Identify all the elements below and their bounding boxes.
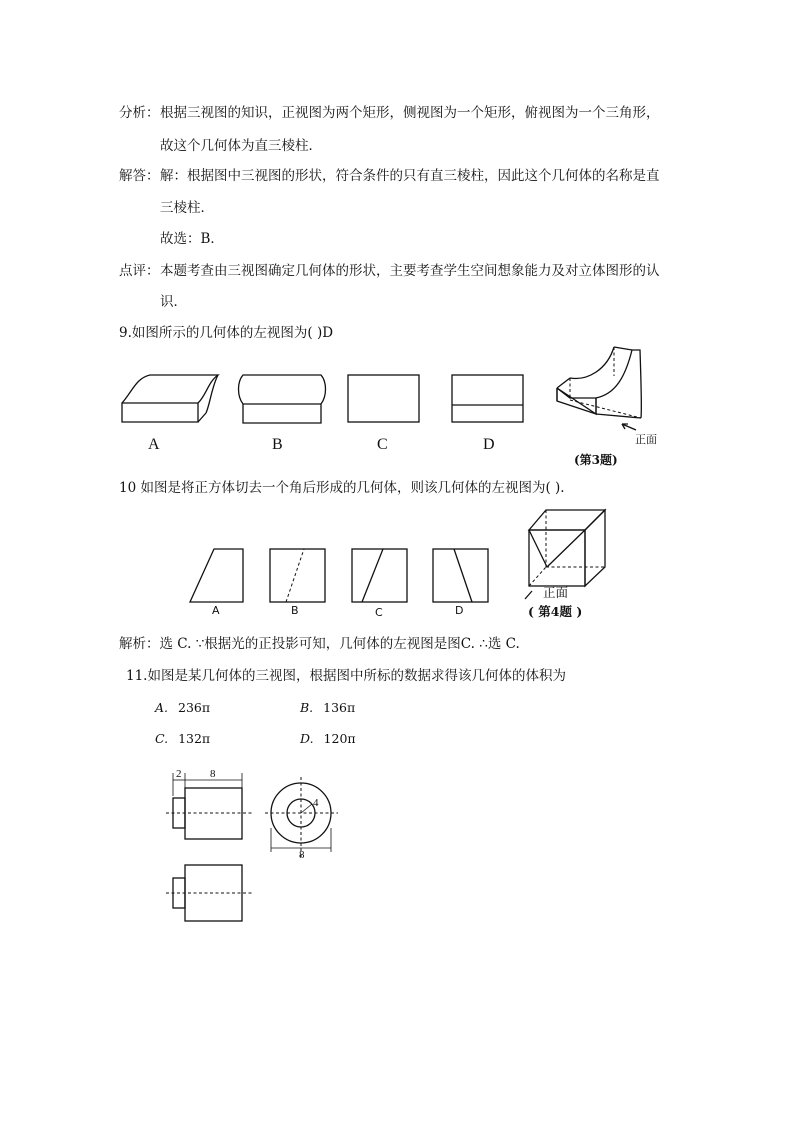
q10-option-d-figure	[433, 549, 488, 602]
q9-option-d-figure	[452, 375, 523, 422]
q11-option-b-value: 136π	[323, 700, 356, 715]
q11-option-d	[300, 730, 356, 748]
q11-dim-diameter: 8	[299, 849, 305, 861]
q10-option-a-label: A	[212, 604, 220, 617]
q11-option-a	[155, 699, 210, 717]
q9-front-label: 正面	[635, 433, 657, 446]
comment-line-2: 识．	[160, 294, 187, 310]
q11-option-b	[300, 699, 355, 717]
q11-option-b-letter: B.	[300, 700, 314, 715]
q11-option-d-value: 120π	[323, 731, 356, 746]
q11-option-a-letter: A.	[155, 700, 169, 715]
q11-option-c	[155, 730, 210, 748]
q10-option-c-label: C	[375, 606, 383, 619]
q11-three-views	[160, 768, 360, 928]
q11-top-view	[166, 865, 252, 921]
q11-option-d-letter: D.	[300, 731, 314, 746]
q11-dim-length: 8	[210, 768, 216, 780]
q10-option-c-figure	[352, 549, 407, 602]
answer-line-1: 解：根据图中三视图的形状，符合条件的只有直三棱柱，因此这个几何体的名称是直	[160, 168, 660, 184]
q10-front-arrow	[525, 591, 532, 599]
analysis-label: 分析：	[119, 105, 160, 121]
comment-label: 点评：	[119, 263, 160, 279]
answer-line-2: 三棱柱．	[160, 200, 214, 216]
q9-solid-figure	[557, 347, 641, 418]
q11-side-view	[265, 777, 338, 858]
q9-option-d-label: D	[483, 436, 495, 453]
answer-label: 解答：	[119, 168, 160, 184]
q11-front-view	[166, 773, 252, 839]
q9-figures	[110, 342, 790, 452]
q9-option-c-figure	[348, 375, 419, 422]
q11-option-a-value: 236π	[178, 700, 211, 715]
q10-text: 10 如图是将正方体切去一个角后形成的几何体，则该几何体的左视图为( ).	[119, 480, 565, 496]
answer-line-3: 故选：B．	[160, 231, 224, 247]
analysis-line-2: 故这个几何体为直三棱柱．	[160, 138, 322, 154]
q10-front-label: 正面	[543, 585, 569, 600]
q9-text: 9.如图所示的几何体的左视图为( )D	[119, 325, 334, 341]
comment-line-1: 本题考查由三视图确定几何体的形状，主要考查学生空间想象能力及对立体图形的认	[160, 263, 660, 279]
q11-option-c-letter: C.	[155, 731, 169, 746]
analysis-line-1: 根据三视图的知识，正视图为两个矩形，侧视图为一个矩形，俯视图为一个三角形，	[160, 105, 660, 121]
q11-text: 11.如图是某几何体的三视图，根据图中所标的数据求得该几何体的体积为	[126, 668, 566, 684]
q10-option-b-figure	[270, 549, 325, 602]
q10-option-b-label: B	[291, 604, 299, 617]
q10-option-d-label: D	[455, 604, 464, 617]
q10-figures	[180, 505, 680, 615]
q9-option-c-label: C	[377, 436, 388, 453]
q10-explanation: 解析：选 C. ∵根据光的正投影可知，几何体的左视图是图C. ∴选 C.	[119, 636, 520, 652]
q9-option-a-figure	[122, 375, 218, 422]
q11-dim-radius: 4	[313, 797, 319, 809]
q10-caption: ( 第4题 )	[528, 604, 583, 619]
q9-option-b-label: B	[272, 436, 283, 453]
q9-caption: (第3题)	[574, 453, 618, 467]
q11-dim-small: 2	[176, 768, 182, 780]
q10-option-a-figure	[190, 549, 243, 602]
q9-option-a-label: A	[148, 436, 160, 453]
q9-option-b-figure	[239, 375, 326, 423]
q11-option-c-value: 132π	[178, 731, 211, 746]
q10-cube-figure	[529, 510, 605, 586]
